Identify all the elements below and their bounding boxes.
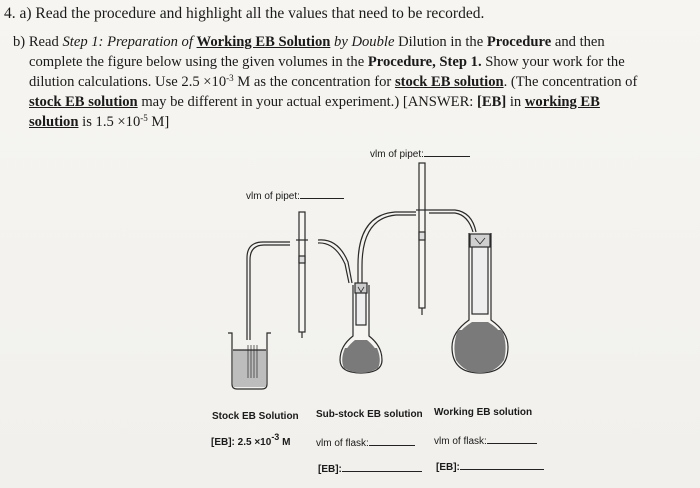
stock-eb-concentration: [EB]: $2.5 \times 10^{-3}$ M [211, 432, 291, 448]
question-4a-text: Read the procedure and highlight all the values that need to be recorded. [35, 5, 485, 22]
working-eb-solution-label: Working EB solution [434, 407, 533, 418]
volumetric-flask-2-icon [452, 233, 508, 373]
pipet-1-icon [296, 212, 308, 338]
substock-eb-solution-label: Sub-stock EB solution [316, 409, 423, 420]
substock-concentration-label: [EB]: [318, 462, 422, 475]
working-flask-volume-blank[interactable] [487, 434, 537, 444]
question-4b-line1: b) Read Step 1: Preparation of Working EB Solution by Double Dilution in the Procedure and then [13, 34, 605, 50]
working-concentration-label: [EB]: [436, 460, 544, 473]
question-4b-line2: complete the figure below using the given volumes in the Procedure, Step 1. Show your work for the [29, 54, 625, 70]
question-4b-line3: dilution calculations. Use $2.5 \times 10^{-3}$ M as the concentration for stock EB solution. (The concentration of [29, 73, 638, 90]
pipet-2-icon [416, 163, 429, 315]
pipet-2-volume-label: vlm of pipet: [370, 147, 470, 160]
stock-eb-solution-label: Stock EB Solution [212, 411, 299, 422]
substock-concentration-blank[interactable] [342, 462, 422, 472]
transfer-tube-2 [318, 240, 352, 283]
transfer-tube-1 [247, 242, 290, 340]
pipet-2-volume-blank[interactable] [424, 147, 470, 157]
pipet-1-volume-blank[interactable] [300, 189, 344, 199]
question-4b-line5: solution is $1.5 \times 10^{-5}$ M] [29, 113, 170, 130]
substock-flask-volume-label: vlm of flask: [316, 436, 415, 449]
pipet-1-volume-label: vlm of pipet: [246, 189, 344, 202]
beaker-icon [228, 333, 271, 389]
question-4b-line4: stock EB solution may be different in your actual experiment.) [ANSWER: [EB] in working EB [29, 94, 600, 110]
question-4a-label: 4. a) [4, 5, 32, 22]
working-concentration-blank[interactable] [460, 460, 544, 470]
transfer-tube-3 [358, 212, 416, 283]
substock-flask-volume-blank[interactable] [369, 436, 415, 446]
working-flask-volume-label: vlm of flask: [434, 434, 537, 447]
volumetric-flask-1-icon [340, 283, 382, 373]
